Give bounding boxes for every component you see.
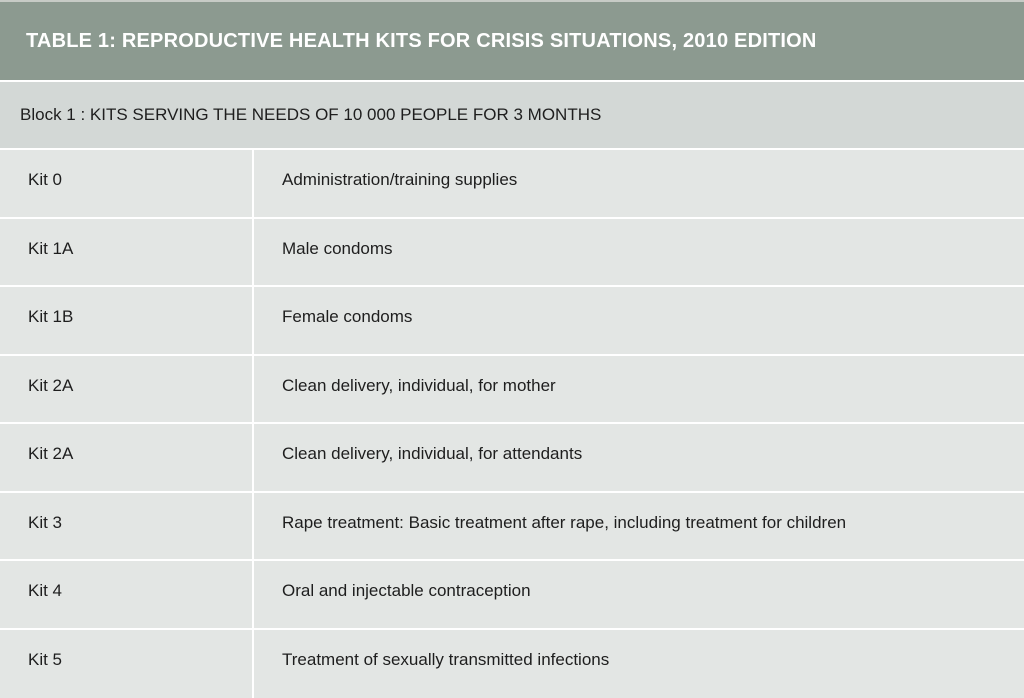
table-title-bar <box>0 2 1024 82</box>
kit-rows <box>0 150 1024 698</box>
kit-description: Male condoms <box>254 219 1024 286</box>
kit-code: Kit 4 <box>0 561 254 628</box>
kit-description: Oral and injectable contraception <box>254 561 1024 628</box>
kit-code: Kit 0 <box>0 150 254 217</box>
kit-code: Kit 1A <box>0 219 254 286</box>
block-label: Block 1 : KITS SERVING THE NEEDS OF 10 000 PEOPLE FOR 3 MONTHS <box>20 105 601 125</box>
table-row <box>0 356 1024 425</box>
kit-code: Kit 2A <box>0 424 254 491</box>
kit-description: Rape treatment: Basic treatment after rape, including treatment for children <box>254 493 1024 560</box>
kit-code: Kit 5 <box>0 630 254 698</box>
table-row <box>0 287 1024 356</box>
kit-description: Clean delivery, individual, for attendants <box>254 424 1024 491</box>
table-row <box>0 630 1024 698</box>
table-row <box>0 493 1024 562</box>
kit-code: Kit 3 <box>0 493 254 560</box>
table-row <box>0 219 1024 288</box>
table-row <box>0 150 1024 219</box>
table-title: TABLE 1: REPRODUCTIVE HEALTH KITS FOR CRISIS SITUATIONS, 2010 EDITION <box>26 30 817 53</box>
table-row <box>0 424 1024 493</box>
kit-description: Treatment of sexually transmitted infections <box>254 630 1024 698</box>
block-header-row <box>0 82 1024 150</box>
kit-description: Female condoms <box>254 287 1024 354</box>
kit-code: Kit 2A <box>0 356 254 423</box>
kit-code: Kit 1B <box>0 287 254 354</box>
kit-description: Administration/training supplies <box>254 150 1024 217</box>
table-row <box>0 561 1024 630</box>
kit-description: Clean delivery, individual, for mother <box>254 356 1024 423</box>
